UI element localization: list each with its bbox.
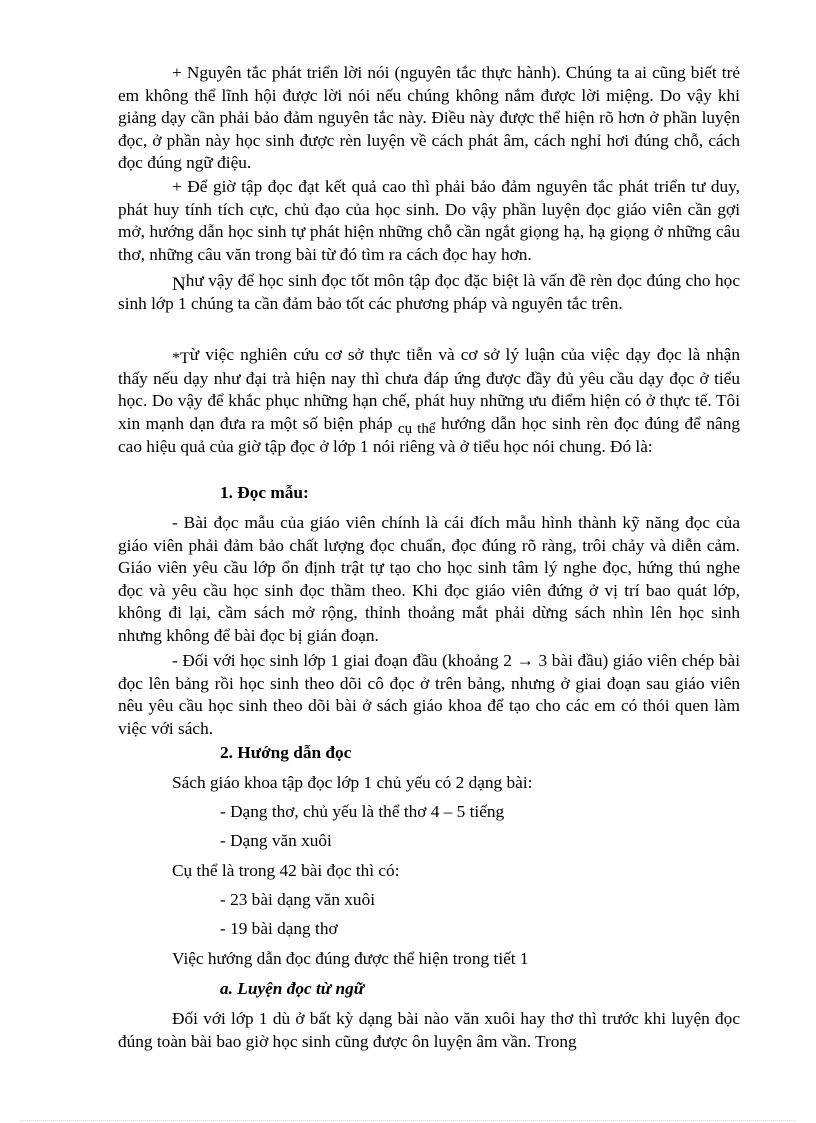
paragraph-word-practice: Đối với lớp 1 dù ở bất kỳ dạng bài nào văn xuôi hay thơ thì trước khi luyện đọc đúng toàn bài bao giờ học sinh cũng được ôn luyện âm vần. Trong bbox=[118, 1009, 740, 1051]
page-bottom-border bbox=[20, 1120, 796, 1121]
paragraph-measures-text-a: ừ việc nghiên cứu cơ sở thực tiễn và cơ sở lý luận của việc dạy đọc là nhận thấy nếu dạy như đại trà hiện nay thì chưa đáp ứng được đầy đủ yêu cầu dạy đọc ở tiểu học. Do vậy để khắc phục những hạn chế, phát huy những ưu điểm hiện có ở thực tế. Tôi xin mạnh dạn đưa ra một số biện pháp bbox=[118, 345, 740, 433]
drop-cap-n: N bbox=[172, 274, 186, 295]
count-intro-line: Cụ thể là trong 42 bài đọc thì có: bbox=[172, 861, 400, 880]
paragraph-principle-thinking: + Để giờ tập đọc đạt kết quả cao thì phải bảo đảm nguyên tắc phát triển tư duy, phát huy tính tích cực, chủ đạo của học sinh. Do vậy phần luyện đọc giáo viên cần gợi mở, hướng dẫn học sinh tự phát hiện những chỗ cần ngắt giọng hạ, hạ giọng ở những câu thơ, những câu văn trong bài từ đó tìm ra cách đọc hay hơn. bbox=[118, 177, 740, 264]
paragraph-summary-text: hư vậy để học sinh đọc tốt môn tập đọc đặc biệt là vấn đề rèn đọc đúng cho học sinh lớp 1 chúng ta cần đảm bảo tốt các phương pháp và nguyên tắc trên. bbox=[118, 271, 740, 313]
list-item-prose-count: - 23 bài dạng văn xuôi bbox=[220, 890, 376, 909]
paragraph-measures-text-b: hướng dẫn học sinh rèn đọc đúng để nâng cao hiệu quả của giờ tập đọc ở lớp 1 nói riêng và ở tiểu học nói chung. Đó là: bbox=[118, 413, 740, 456]
paragraph-grade1-stage: - Đối với học sinh lớp 1 giai đoạn đầu (khoảng 2 → 3 bài đầu) giáo viên chép bài đọc lên bảng rồi học sinh theo dõi cô đọc ở trên bảng, nhưng ở giai đoạn sau giáo viên nêu yêu cầu học sinh theo dõi bài ở sách giáo khoa để tạo cho các em có thói quen làm việc với sách. bbox=[118, 651, 740, 738]
paragraph-principle-speech: + Nguyên tắc phát triển lời nói (nguyên tắc thực hành). Chúng ta ai cũng biết trẻ em không thể lĩnh hội được lời nói nếu chúng không nắm được lời miệng. Do vậy khi giảng dạy cần phải bảo đảm nguyên tắc này. Điều này được thể hiện rõ hơn ở phần luyện đọc, ở phần này học sinh được rèn luyện về cách phát âm, cách nghỉ hơi đúng chỗ, cách đọc đúng ngữ điệu. bbox=[118, 63, 740, 172]
heading-model-reading: 1. Đọc mẫu: bbox=[220, 483, 309, 502]
paragraph-summary bbox=[118, 270, 740, 315]
subscript-insert: cụ thể bbox=[398, 420, 436, 437]
paragraph-model-reading: - Bài đọc mẫu của giáo viên chính là cái đích mẫu hình thành kỹ năng đọc của giáo viên phải đảm bảo chất lượng đọc chuẩn, đọc đúng rõ ràng, trôi chảy và diễn cảm. Giáo viên yêu cầu lớp ổn định trật tự tạo cho học sinh tâm lý nghe đọc, hứng thú nghe đọc và yêu cầu học sinh đọc thầm theo. Khi đọc giáo viên đứng ở vị trí bao quát lớp, không đi lại, cầm sách mở rộng, thỉnh thoảng mắt phải dừng sách nhìn lên học sinh nhưng không để bài đọc bị gián đoạn. bbox=[118, 513, 740, 645]
paragraph-measures bbox=[118, 344, 740, 459]
heading-reading-guide: 2. Hướng dẫn đọc bbox=[220, 743, 352, 762]
drop-cap-t: *T bbox=[172, 350, 190, 367]
guide-period-line: Việc hướng dẫn đọc đúng được thể hiện trong tiết 1 bbox=[172, 949, 529, 968]
heading-word-practice: a. Luyện đọc từ ngữ bbox=[220, 979, 365, 998]
list-item-prose: - Dạng văn xuôi bbox=[220, 831, 332, 850]
list-item-poetry: - Dạng thơ, chủ yếu là thể thơ 4 – 5 tiếng bbox=[220, 802, 505, 821]
textbook-intro-line: Sách giáo khoa tập đọc lớp 1 chủ yếu có 2 dạng bài: bbox=[172, 773, 533, 792]
list-item-poetry-count: - 19 bài dạng thơ bbox=[220, 919, 338, 938]
